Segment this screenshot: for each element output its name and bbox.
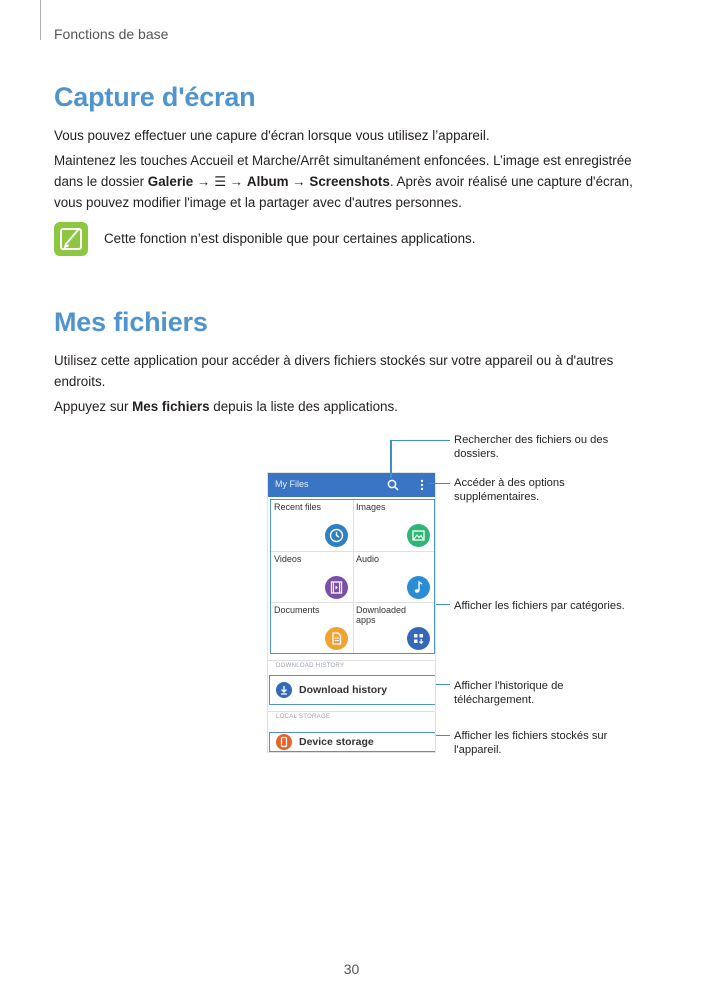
apps-grid-icon: [407, 627, 430, 650]
search-icon[interactable]: [386, 478, 400, 492]
callout-more: Accéder à des options supplémentaires.: [454, 477, 565, 503]
capture-instructions: Maintenez les touches Accueil et Marche/Arrêt simultanément enfoncées. L’image est enregistrée dans le dossier Galerie → ☰ → Album → Screenshots. Après avoir réalisé une capture d'écran, vous pouvez modifier l'image et la partager avec d'autres personnes.: [54, 153, 633, 210]
note-text: Cette fonction n’est disponible que pour certaines applications.: [104, 231, 476, 246]
capture-intro: Vous pouvez effectuer une capure d'écran lorsque vous utilisez l’appareil.: [54, 128, 490, 143]
music-note-icon: [407, 576, 430, 599]
callout-line-categories: [436, 604, 450, 605]
download-icon: [276, 682, 292, 698]
image-icon: [407, 524, 430, 547]
film-icon: [325, 576, 348, 599]
capture-title: Capture d'écran: [54, 82, 256, 112]
category-audio[interactable]: Audio: [353, 552, 434, 603]
category-grid: [270, 499, 435, 654]
files-instructions: Appuyez sur Mes fichiers depuis la liste des applications.: [54, 399, 398, 414]
category-documents[interactable]: Documents: [271, 603, 352, 654]
callout-search: Rechercher des fichiers ou des dossiers.: [454, 434, 609, 460]
local-storage-heading: LOCAL STORAGE: [276, 714, 331, 720]
download-history-heading: DOWNLOAD HISTORY: [276, 663, 345, 669]
callout-categories: Afficher les fichiers par catégories.: [454, 600, 625, 612]
page-number: 30: [343, 961, 360, 977]
clock-icon: [325, 524, 348, 547]
section-header: Fonctions de base: [54, 26, 169, 42]
category-downloaded-apps[interactable]: Downloaded apps: [353, 603, 434, 654]
category-images[interactable]: Images: [353, 500, 434, 551]
callout-line-search: [390, 440, 392, 478]
device-storage-row[interactable]: Device storage: [269, 732, 436, 752]
phone-icon: [276, 734, 292, 750]
callout-history: Afficher l'historique de téléchargement.: [454, 680, 564, 706]
note-icon: [54, 222, 88, 256]
callout-line-storage: [436, 735, 450, 736]
app-title: My Files: [275, 479, 309, 489]
download-history-row[interactable]: Download history: [269, 675, 436, 705]
app-bar: [268, 473, 436, 497]
callout-storage: Afficher les fichiers stockés sur l'appareil.: [454, 730, 608, 756]
more-options-icon[interactable]: [418, 478, 426, 492]
category-videos[interactable]: Videos: [271, 552, 352, 603]
document-icon: [325, 627, 348, 650]
callout-line-more: [428, 483, 450, 484]
category-recent-files[interactable]: Recent files: [271, 500, 352, 551]
menu-icon: ☰: [214, 174, 227, 189]
callout-line-history: [436, 684, 450, 685]
files-intro: Utilisez cette application pour accéder à divers fichiers stockés sur votre appareil ou à d'autres endroits.: [54, 353, 614, 389]
my-files-screen: [267, 472, 436, 753]
header-rule: [40, 0, 41, 40]
files-title: Mes fichiers: [54, 307, 208, 337]
